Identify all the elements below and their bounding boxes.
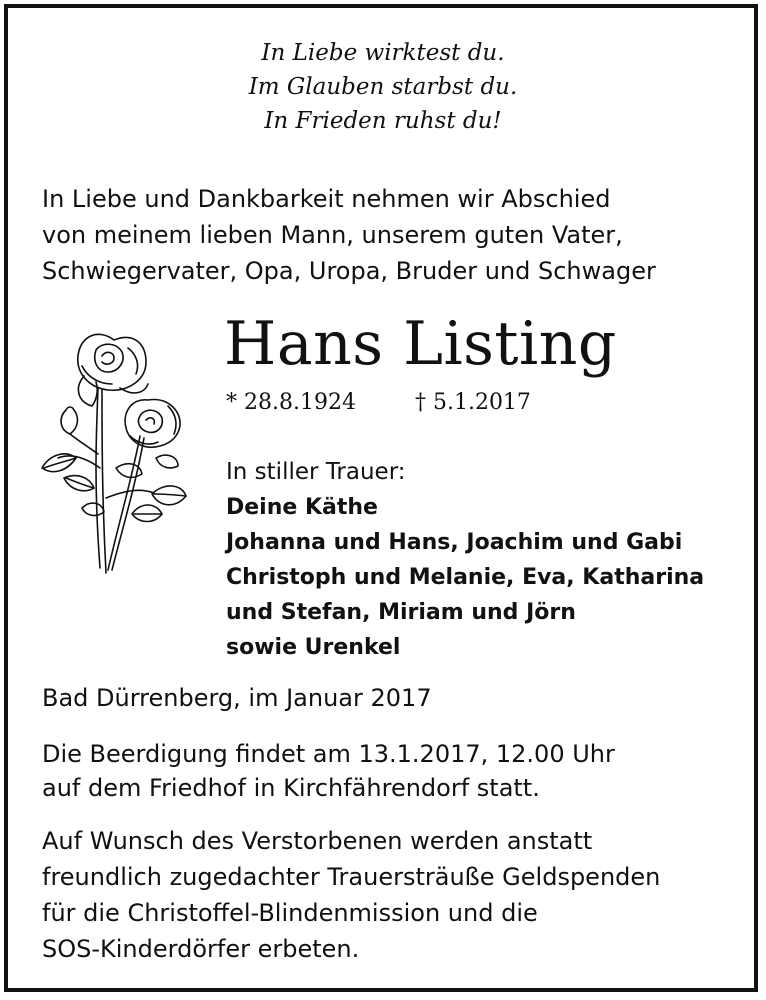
- poem-line: Im Glauben starbst du.: [248, 74, 518, 100]
- donation-line: SOS-Kinderdörfer erbeten.: [42, 935, 360, 963]
- deceased-name: Hans Listing: [224, 309, 617, 379]
- mourners-block: [226, 455, 704, 665]
- mourner-line: sowie Urenkel: [226, 635, 401, 660]
- mourner-line: Deine Käthe: [226, 495, 378, 520]
- intro-line: In Liebe und Dankbarkeit nehmen wir Abschied: [42, 185, 611, 213]
- funeral-line: auf dem Friedhof in Kirchfährendorf statt.: [42, 774, 540, 802]
- life-dates: [226, 388, 531, 418]
- intro-text: [42, 181, 656, 289]
- poem: [0, 36, 766, 138]
- poem-line: In Liebe wirktest du.: [261, 40, 505, 66]
- donation-line: Auf Wunsch des Verstorbenen werden anstatt: [42, 827, 593, 855]
- donation-notice: [42, 823, 660, 967]
- roses-illustration-icon: [36, 318, 188, 580]
- place-date: Bad Dürrenberg, im Januar 2017: [42, 684, 432, 712]
- donation-line: freundlich zugedachter Trauersträuße Geldspenden: [42, 863, 661, 891]
- mourner-line: Christoph und Melanie, Eva, Katharina: [226, 565, 705, 590]
- donation-line: für die Christoffel-Blindenmission und die: [42, 899, 538, 927]
- funeral-notice: [42, 737, 615, 805]
- funeral-line: Die Beerdigung findet am 13.1.2017, 12.00 Uhr: [42, 740, 615, 768]
- mourners-heading: In stiller Trauer:: [226, 459, 406, 485]
- poem-line: In Frieden ruhst du!: [264, 108, 502, 134]
- birth-date: * 28.8.1924: [226, 390, 356, 415]
- death-date: † 5.1.2017: [414, 390, 531, 415]
- intro-line: von meinem lieben Mann, unserem guten Vater,: [42, 221, 623, 249]
- mourner-line: und Stefan, Miriam und Jörn: [226, 600, 576, 625]
- mourner-line: Johanna und Hans, Joachim und Gabi: [226, 530, 683, 555]
- intro-line: Schwiegervater, Opa, Uropa, Bruder und Schwager: [42, 257, 656, 285]
